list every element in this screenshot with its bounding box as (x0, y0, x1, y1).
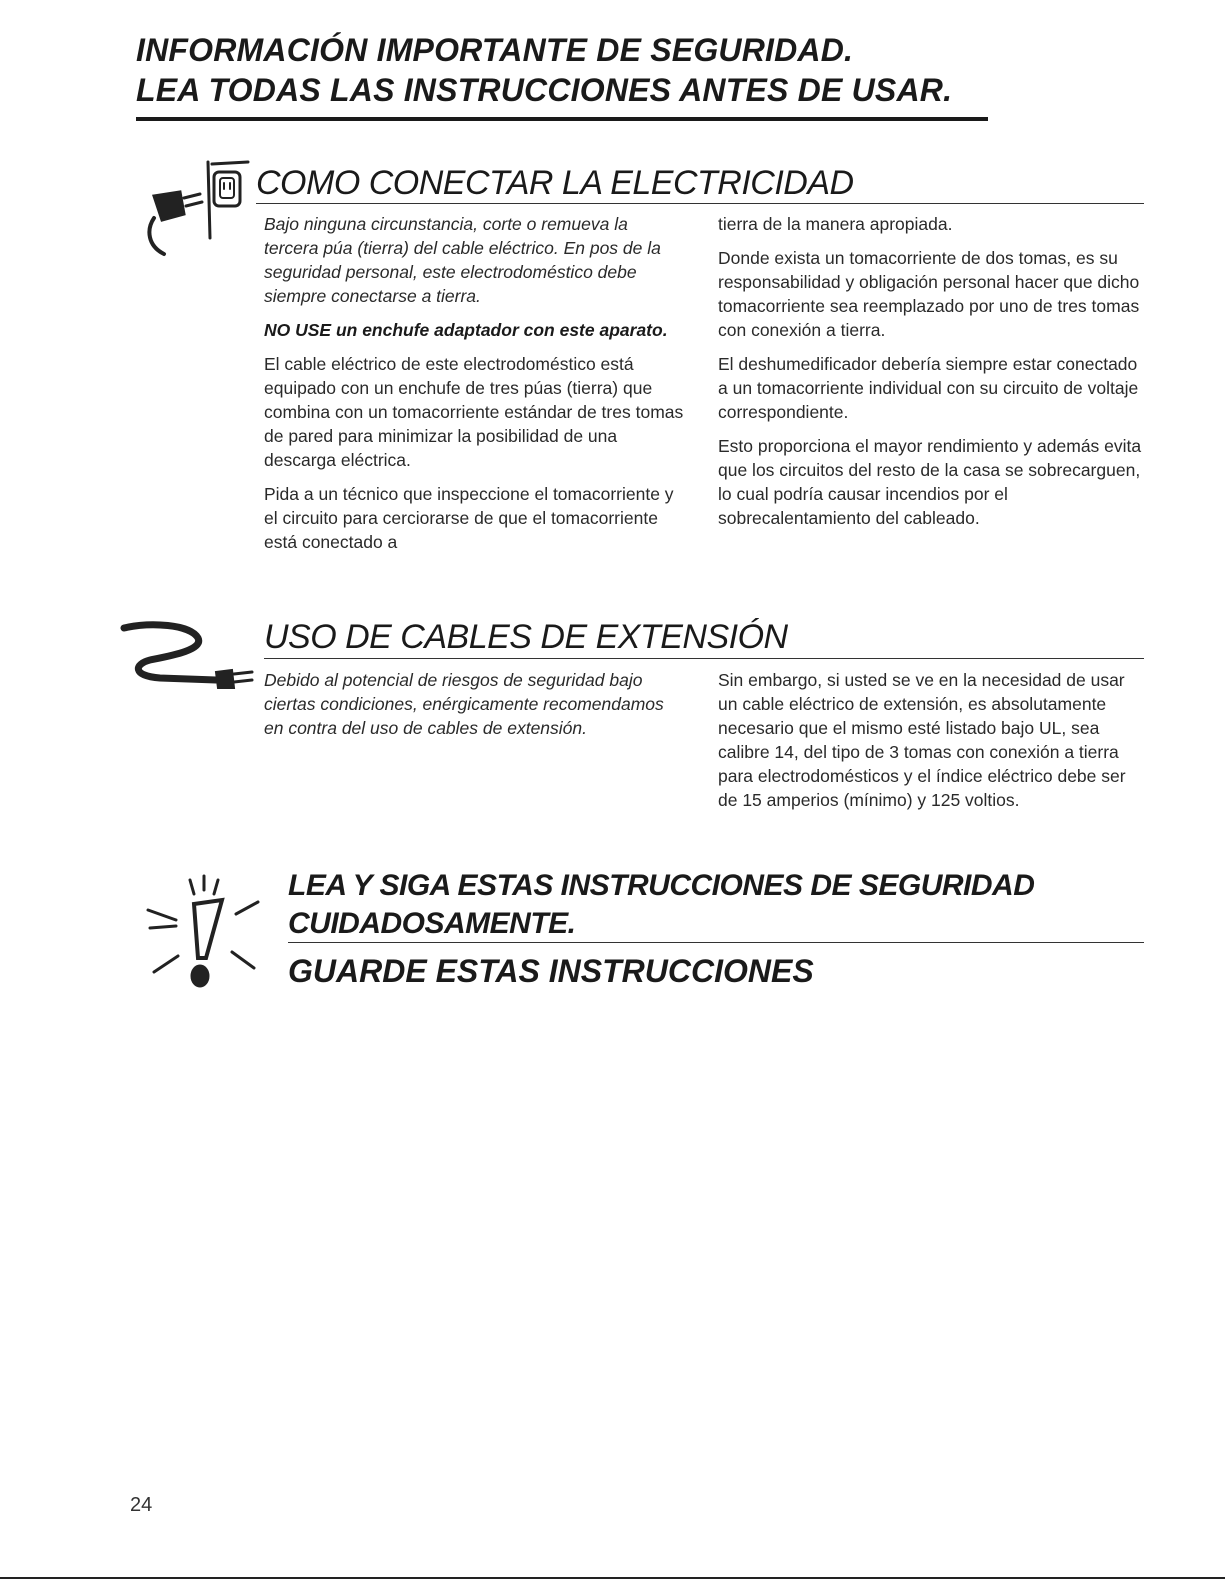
page-header (136, 30, 988, 110)
extension-left-column (264, 668, 684, 750)
electricity-right-p1: Donde exista un tomacorriente de dos tomas, es su responsabilidad y obligación personal hacer que dicho tomacorriente sea reemplazado por uno de tres tomas con conexión a tierra. (718, 248, 1140, 340)
electricity-paragraph-1: El cable eléctrico de este electrodoméstico está equipado con un enchufe de tres púas (tierra) que combina con un tomacorriente estándar de tres tomas de pared para minimizar la posibilidad de una descarga eléctrica. (264, 354, 684, 470)
plug-outlet-icon (140, 158, 250, 268)
extension-rule (264, 658, 1144, 659)
header-rule (136, 117, 988, 121)
adapter-warning: NO USE un enchufe adaptador con este aparato. (264, 320, 668, 340)
electricity-right-p3: Esto proporciona el mayor rendimiento y además evita que los circuitos del resto de la casa se sobrecarguen, lo cual podría causar incendios por el sobrecalentamiento del cableado. (718, 436, 1142, 528)
electricity-right-p0: tierra de la manera apropiada. (718, 214, 953, 234)
header-line-1: INFORMACIÓN IMPORTANTE DE SEGURIDAD. (136, 32, 854, 68)
safety-line-2: CUIDADOSAMENTE. (288, 907, 576, 940)
electricity-paragraph-2: Pida a un técnico que inspeccione el tomacorriente y el circuito para cerciorarse de que el tomacorriente está conectado a (264, 484, 674, 552)
bottom-rule (0, 1577, 1225, 1579)
warning-exclamation-icon (140, 868, 280, 998)
electricity-right-column (718, 212, 1146, 540)
electricity-title: COMO CONECTAR LA ELECTRICIDAD (256, 164, 854, 202)
electricity-right-p2: El deshumedificador debería siempre estar conectado a un tomacorriente individual con su circuito de voltaje correspondiente. (718, 354, 1139, 422)
safety-rule (288, 942, 1144, 943)
electricity-left-column (264, 212, 684, 564)
extension-title: USO DE CABLES DE EXTENSIÓN (264, 618, 788, 656)
extension-right-column (718, 668, 1138, 822)
page-number: 24 (130, 1494, 153, 1516)
save-instructions: GUARDE ESTAS INSTRUCCIONES (288, 953, 814, 989)
electricity-rule (256, 203, 1144, 204)
safety-line-1: LEA Y SIGA ESTAS INSTRUCCIONES DE SEGURIDAD (288, 869, 1035, 902)
extension-warning: Debido al potencial de riesgos de seguridad bajo ciertas condiciones, enérgicamente recomendamos en contra del uso de cables de extensión. (264, 670, 664, 738)
header-line-2: LEA TODAS LAS INSTRUCCIONES ANTES DE USAR. (136, 72, 953, 108)
electricity-intro: Bajo ninguna circunstancia, corte o remueva la tercera púa (tierra) del cable eléctrico. En pos de la seguridad personal, este electrodoméstico debe siempre conectarse a tierra. (264, 214, 661, 306)
extension-cord-icon (120, 616, 260, 696)
extension-requirements: Sin embargo, si usted se ve en la necesidad de usar un cable eléctrico de extensión, es absolutamente necesario que el mismo esté listado bajo UL, sea calibre 14, del tipo de 3 tomas con conexión a tierra para electrodomésticos y el índice eléctrico debe ser de 15 amperios (mínimo) y 125 voltios. (718, 670, 1126, 810)
